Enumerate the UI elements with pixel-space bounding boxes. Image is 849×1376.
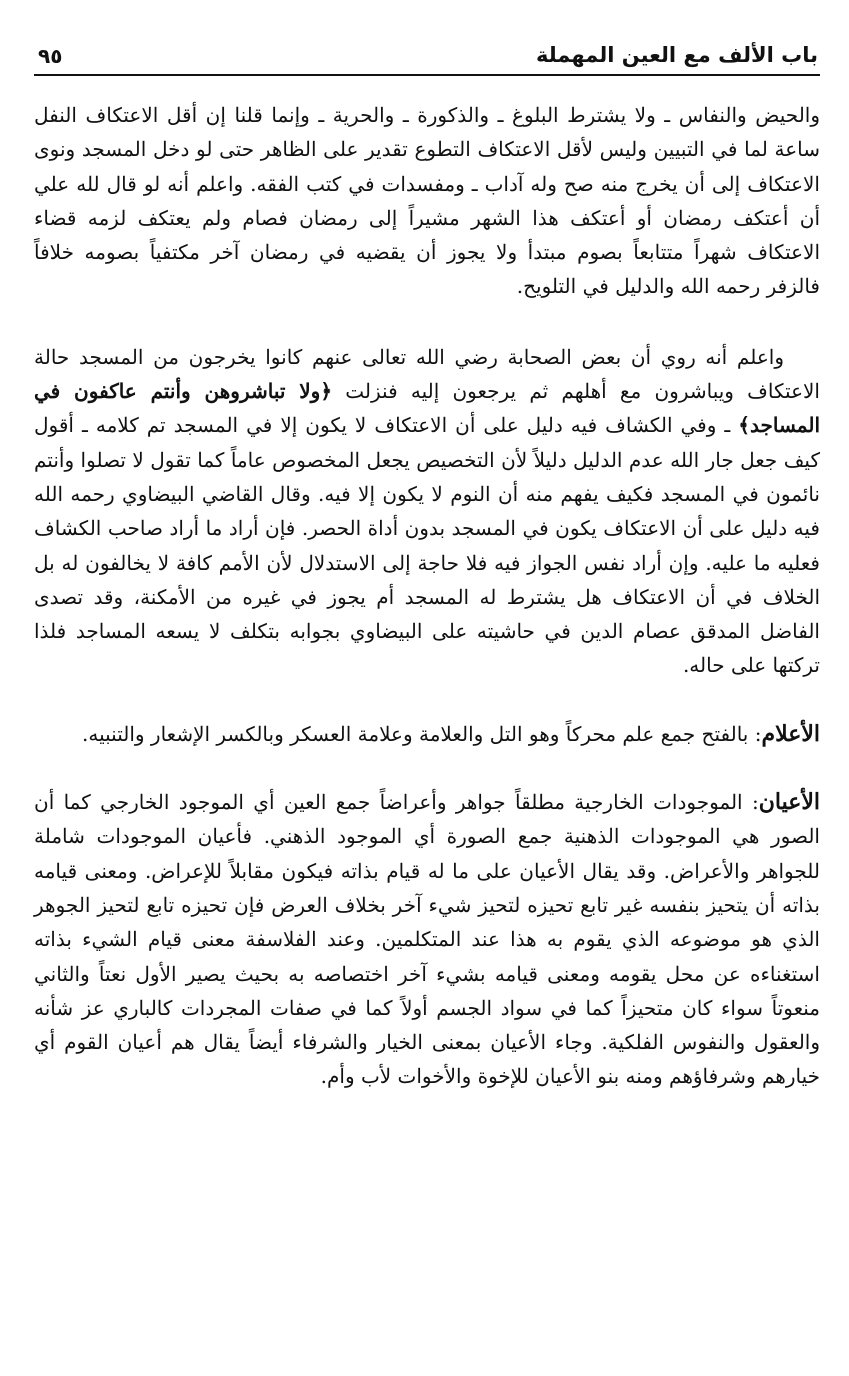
book-page <box>34 30 820 1350</box>
paragraph-itikaf-conditions: والحيض والنفاس ـ ولا يشترط البلوغ ـ والذكورة ـ والحرية ـ وإنما قلنا إن أقل الاعتكاف النفل ساعة لما في التبيين وليس لأقل الاعتكاف التطوع تقدير على الظاهر حتى لو دخل المسجد ونوى الاعتكاف إلى أن يخرج منه صح وله آداب ـ ومفسدات في كتب الفقه. واعلم أنه لو قال لله علي أن أعتكف رمضان أو أعتكف هذا الشهر مشيراً إلى رمضان فصام ولم يعتكف لزمه قضاء الاعتكاف شهراً متتابعاً بصوم مبتدأ ولا يجوز أن يقضيه في رمضان آخر مكتفياً بصومه خلافاً فالزفر رحمه الله والدليل في التلويح. <box>34 103 820 299</box>
entry-definition: : بالفتح جمع علم محركاً وهو التل والعلامة وعلامة العسكر وبالكسر الإشعار والتنبيه. <box>82 721 762 746</box>
page-header <box>34 30 820 76</box>
entry-alayan <box>34 785 820 1094</box>
entry-alalam <box>34 717 820 751</box>
page-number: ٩٥ <box>38 44 63 68</box>
entry-term: الأعيان <box>758 789 820 816</box>
paragraph-text: واعلم أنه روي أن بعض الصحابة رضي الله تعالى عنهم كانوا يخرجون من المسجد حالة الاعتكاف ويباشرون مع أهلهم ثم يرجعون إليه فنزلت <box>34 344 820 404</box>
paragraph-itikaf-mosque <box>34 340 820 683</box>
quran-verse: ﴿ولا تباشروهن وأنتم عاكفون في المساجد﴾ <box>34 379 820 438</box>
entry-definition: : الموجودات الخارجية مطلقاً جواهر وأعراضاً جمع العين أي الموجود الخارجي كما أن الصور هي الموجودات الذهنية جمع الصورة أي الموجود الذهني. فأعيان الموجودات شاملة للجواهر والأعراض. وقد يقال الأعيان على ما له قيام بذاته فيكون مقابلاً للإعراض. ومعنى قيامه بذاته أن يتحيز بنفسه غير تابع تحيزه لتحيز شيء آخر بخلاف العرض فإن تحيزه تابع لتحيز الجوهر الذي هو موضوعه الذي يقوم به هذا عند المتكلمين. وعند الفلاسفة معنى قيام الشيء بذاته استغناءه عن محل يقومه ومعنى قيامه بشيء آخر اختصاصه به بحيث يصير الأول نعتاً والثاني منعوتاً سواء كان متحيزاً كما في سواد الجسم أولاً كما في صفات المجردات كالباري عز شأنه والعقول والنفوس الفلكية. وجاء الأعيان بمعنى الخيار والشرفاء أيضاً يقال هم أعيان القوم أي خيارهم وشرفاؤهم ومنه بنو الأعيان للإخوة والأخوات لأب وأم. <box>34 790 820 1089</box>
page-body <box>34 98 820 1094</box>
entry-term: الأعلام <box>761 720 820 747</box>
running-title: باب الألف مع العين المهملة <box>535 43 818 67</box>
paragraph-text: ـ وفي الكشاف فيه دليل على أن الاعتكاف لا يكون إلا في المسجد تم كلامه ـ أقول كيف جعل جار الله عدم الدليل دليلاً لأن التخصيص يجعل المخصوص عاماً كما تقول لا تصلوا وأنتم نائمون في المسجد فكيف يفهم منه أن النوم لا يكون إلا فيه. وقال القاضي البيضاوي رحمه الله فيه دليل على أن الاعتكاف يكون في المسجد بدون أداة الحصر. فإن أراد ما أراد صاحب الكشاف فعليه ما عليه. وإن أراد نفس الجواز فيه فلا حاجة إلى الاستدلال لأن الأمم كافة لا يخالفون له بل الخلاف في أن الاعتكاف هل يشترط له المسجد أم يجوز في غيره من الأمكنة، وقد تصدى الفاضل المدقق عصام الدين في حاشيته على البيضاوي بجوابه بتكلف لا يسعه المساجد فلذا تركتها على حاله. <box>34 413 820 678</box>
